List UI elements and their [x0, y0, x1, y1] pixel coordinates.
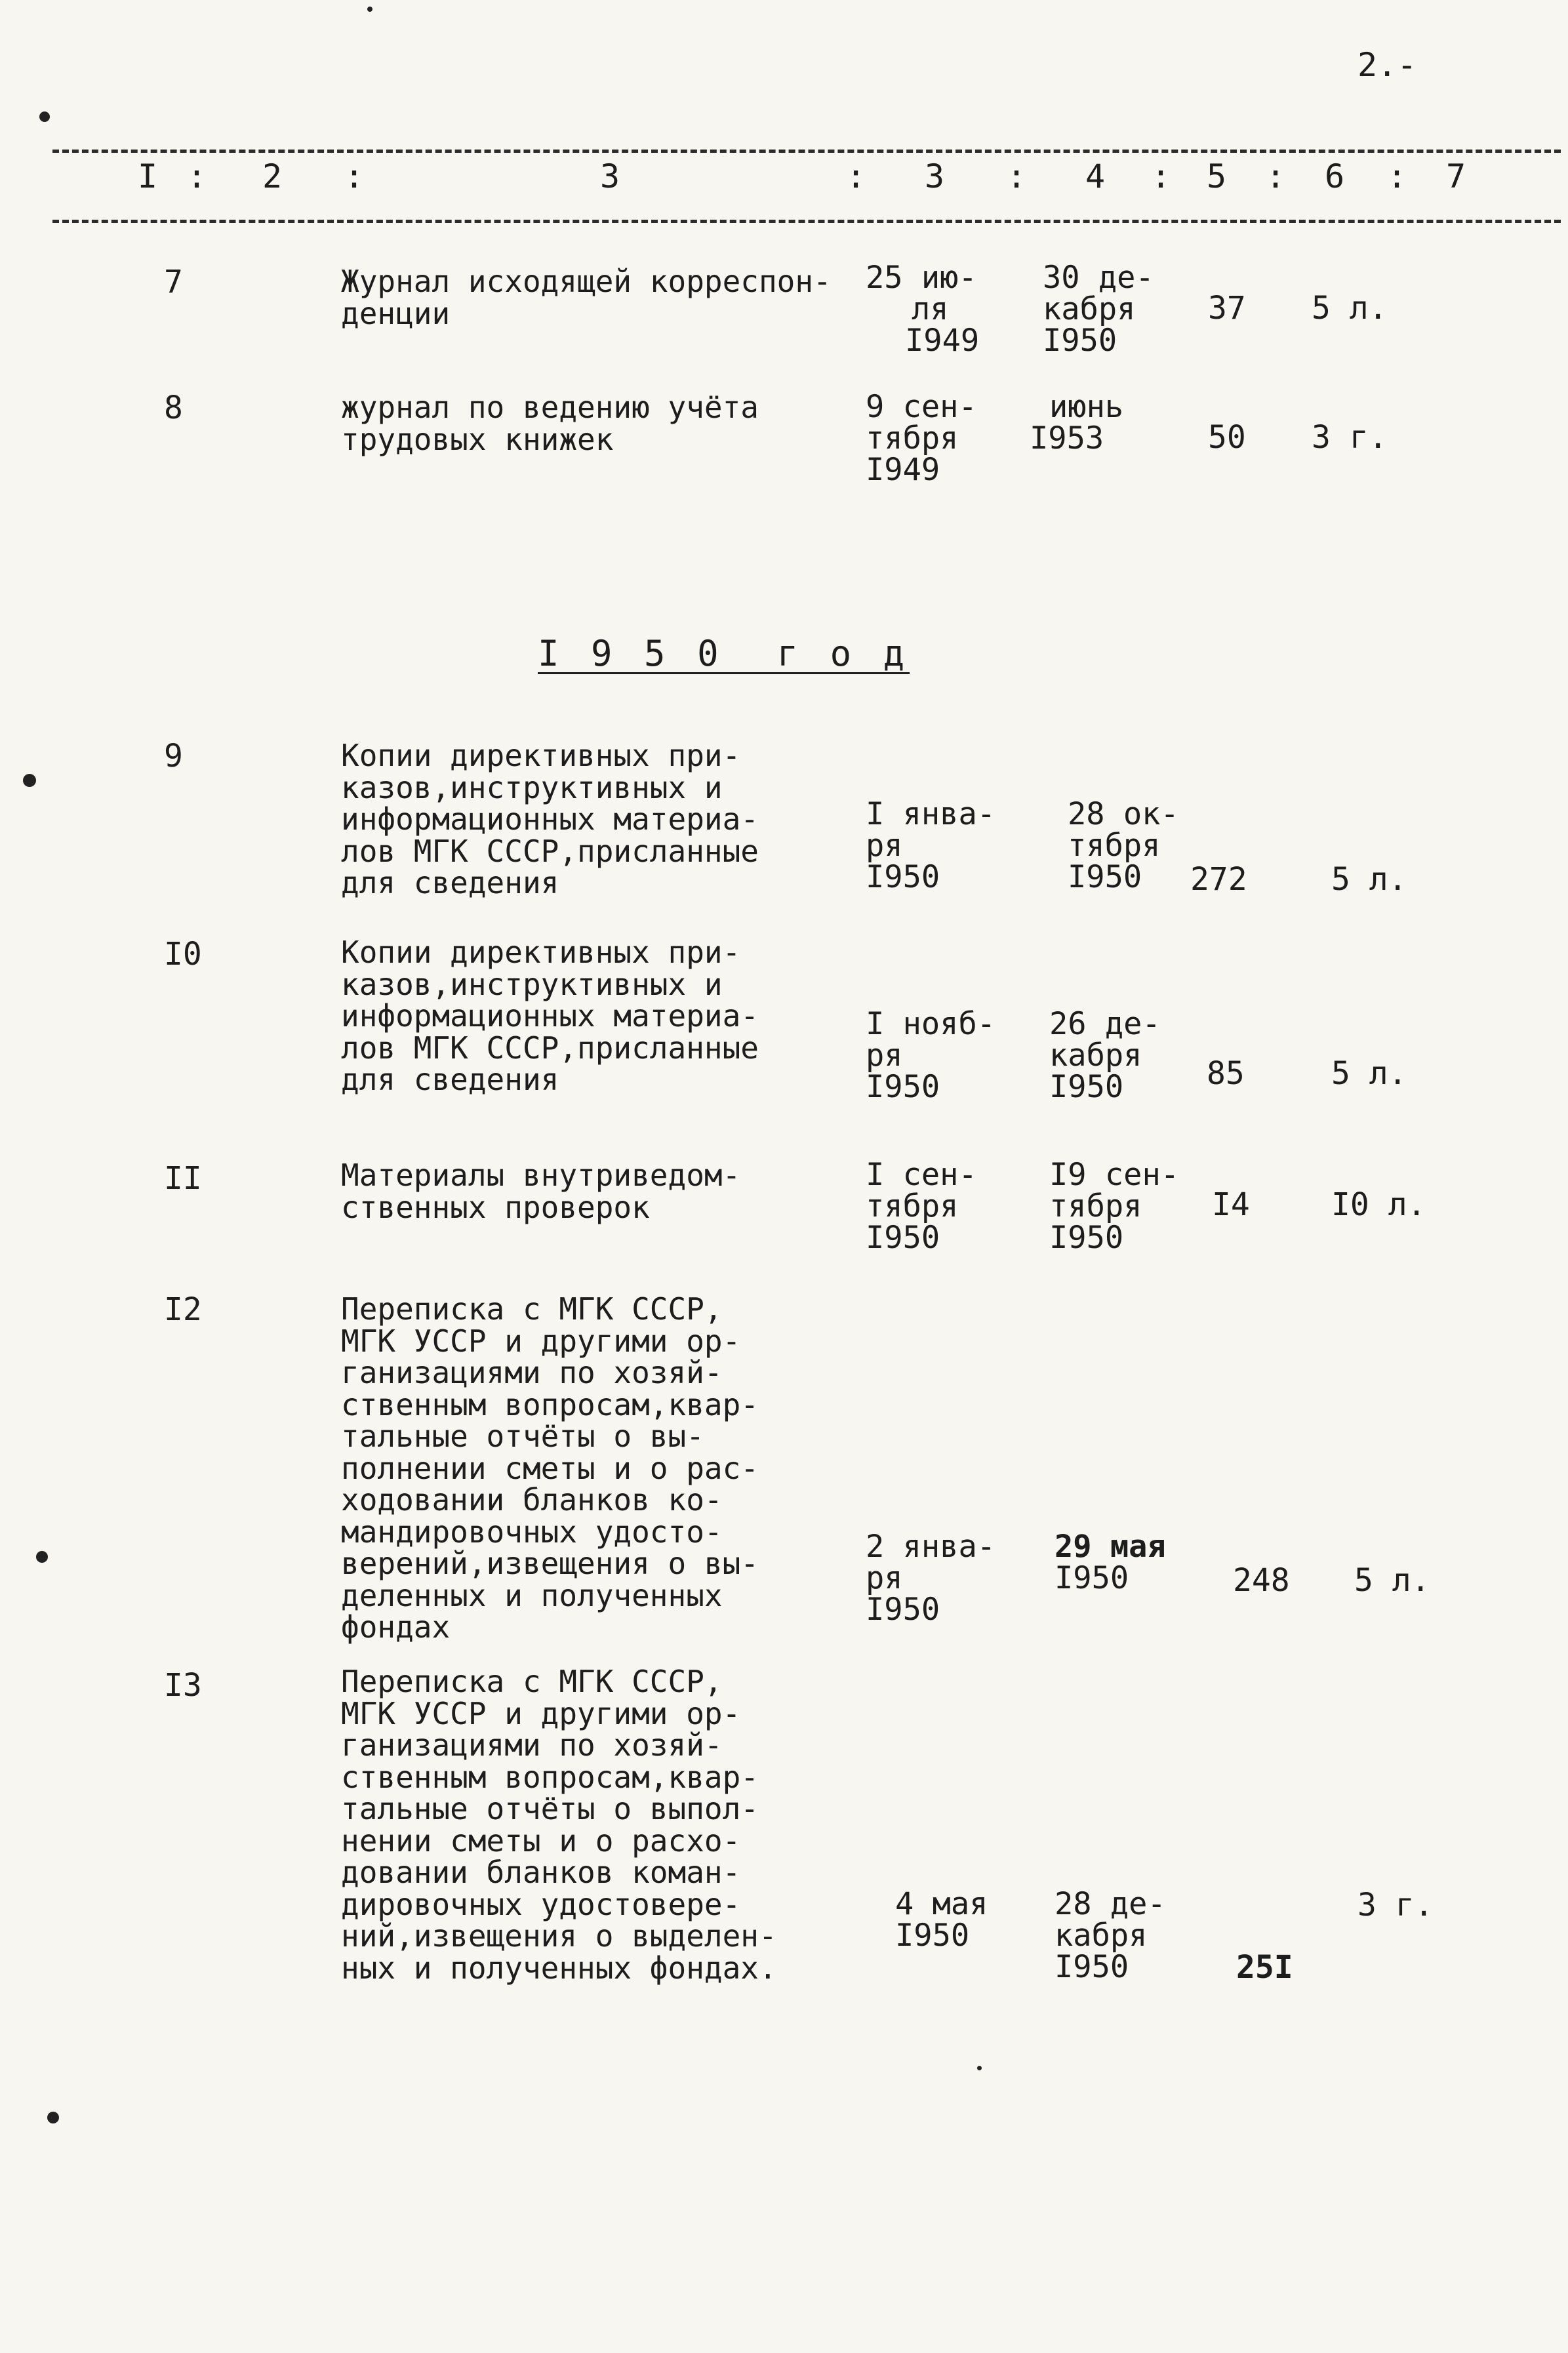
- row-start-date: I сен- тября I950: [866, 1157, 977, 1256]
- scan-speck: [977, 2066, 982, 2070]
- row-title: журнал по ведению учёта трудовых книжек: [341, 390, 759, 457]
- col-header-5: 5: [1207, 157, 1227, 195]
- col-header-sep: :: [1151, 157, 1171, 195]
- col-header-6: 6: [1325, 157, 1345, 195]
- header-bottom-rule: [52, 220, 1561, 223]
- col-header-1: I: [138, 157, 158, 195]
- row-number: I2: [164, 1291, 202, 1328]
- row-title: Копии директивных при- казов,инструктивных и информационных материа- лов МГК СССР,присланные для сведения: [341, 738, 759, 900]
- row-retention-term: 5 л.: [1354, 1562, 1430, 1599]
- scan-speck: [23, 774, 36, 787]
- row-end-date: 28 де- кабря I950: [1055, 1886, 1166, 1985]
- row-start-date: I янва- ря I950: [866, 796, 996, 895]
- scan-speck: [39, 111, 50, 122]
- row-sheet-count: 272: [1190, 861, 1247, 898]
- row-start-date: 2 янва- ря I950: [866, 1529, 996, 1628]
- row-number: 7: [164, 264, 183, 300]
- col-header-2: 2: [262, 157, 283, 195]
- row-start-date: I нояб- ря I950: [866, 1006, 996, 1105]
- row-number: I0: [164, 936, 202, 973]
- col-header-4: 4: [1085, 157, 1106, 195]
- col-header-sep: :: [1266, 157, 1286, 195]
- row-start-date: 25 ию- ля I949: [866, 260, 980, 359]
- row-number: 9: [164, 738, 183, 774]
- year-section-heading: I 9 5 0 г о д: [538, 633, 910, 674]
- scan-speck: [367, 7, 372, 12]
- row-sheet-count: 85: [1207, 1055, 1245, 1092]
- row-start-date: 9 сен- тября I949: [866, 389, 977, 488]
- row-sheet-count: 37: [1208, 290, 1246, 327]
- header-top-rule: [52, 150, 1561, 153]
- row-retention-term: I0 л.: [1331, 1186, 1426, 1223]
- row-end-date: I9 сен- тября I950: [1049, 1157, 1180, 1256]
- col-header-sep: :: [1007, 157, 1027, 195]
- row-sheet-count: 248: [1233, 1562, 1290, 1599]
- row-retention-term: 5 л.: [1331, 1055, 1407, 1092]
- row-retention-term: 5 л.: [1331, 861, 1407, 898]
- row-title: Переписка с МГК СССР, МГК УССР и другими ор- ганизациями по хозяй- ственным вопросам,квар- тальные отчёты о выпол- нении сметы и о расхо- довании бланков коман- дировочных удостовере- ний,извещения о выделен- ных и полученных фондах.: [341, 1664, 777, 1986]
- row-title: Материалы внутриведом- ственных проверок: [341, 1157, 741, 1225]
- col-header-sep: :: [344, 157, 365, 195]
- row-title: Переписка с МГК СССР, МГК УССР и другими ор- ганизациями по хозяй- ственным вопросам,квар- тальные отчёты о вы- полнении сметы и о рас- ходовании бланков ко- мандировочных удосто- верений,извещения о вы- деленных и полученных фондах: [341, 1291, 759, 1645]
- scan-speck: [47, 2112, 59, 2123]
- col-header-3b: 3: [925, 157, 945, 195]
- row-end-date: июнь I953: [1030, 389, 1124, 456]
- row-number: II: [164, 1160, 202, 1197]
- row-end-date: 28 ок- тября I950: [1068, 796, 1179, 895]
- row-title: Копии директивных при- казов,инструктивных и информационных материа- лов МГК СССР,присланные для сведения: [341, 935, 759, 1097]
- row-end-date: 30 де- кабря I950: [1043, 260, 1154, 359]
- col-header-sep: :: [187, 157, 207, 195]
- row-retention-term: 3 г.: [1312, 419, 1388, 456]
- row-number: I3: [164, 1667, 202, 1704]
- row-sheet-count: 50: [1208, 419, 1246, 456]
- row-end-date: 29 мая I950: [1055, 1529, 1166, 1596]
- row-start-date: 4 мая I950: [895, 1886, 988, 1954]
- col-header-3: 3: [600, 157, 620, 195]
- page-number: 2.-: [1357, 46, 1417, 84]
- col-header-sep: :: [846, 157, 866, 195]
- scan-speck: [36, 1551, 48, 1563]
- row-retention-term: 5 л.: [1312, 290, 1388, 327]
- row-end-date: 26 де- кабря I950: [1049, 1006, 1161, 1105]
- col-header-7: 7: [1446, 157, 1466, 195]
- row-title: Журнал исходящей корреспон- денции: [341, 264, 832, 331]
- row-sheet-count: I4: [1212, 1186, 1250, 1223]
- row-retention-term: 3 г.: [1357, 1887, 1434, 1923]
- row-sheet-count: 25I: [1236, 1949, 1293, 1986]
- col-header-sep: :: [1387, 157, 1407, 195]
- row-number: 8: [164, 390, 183, 426]
